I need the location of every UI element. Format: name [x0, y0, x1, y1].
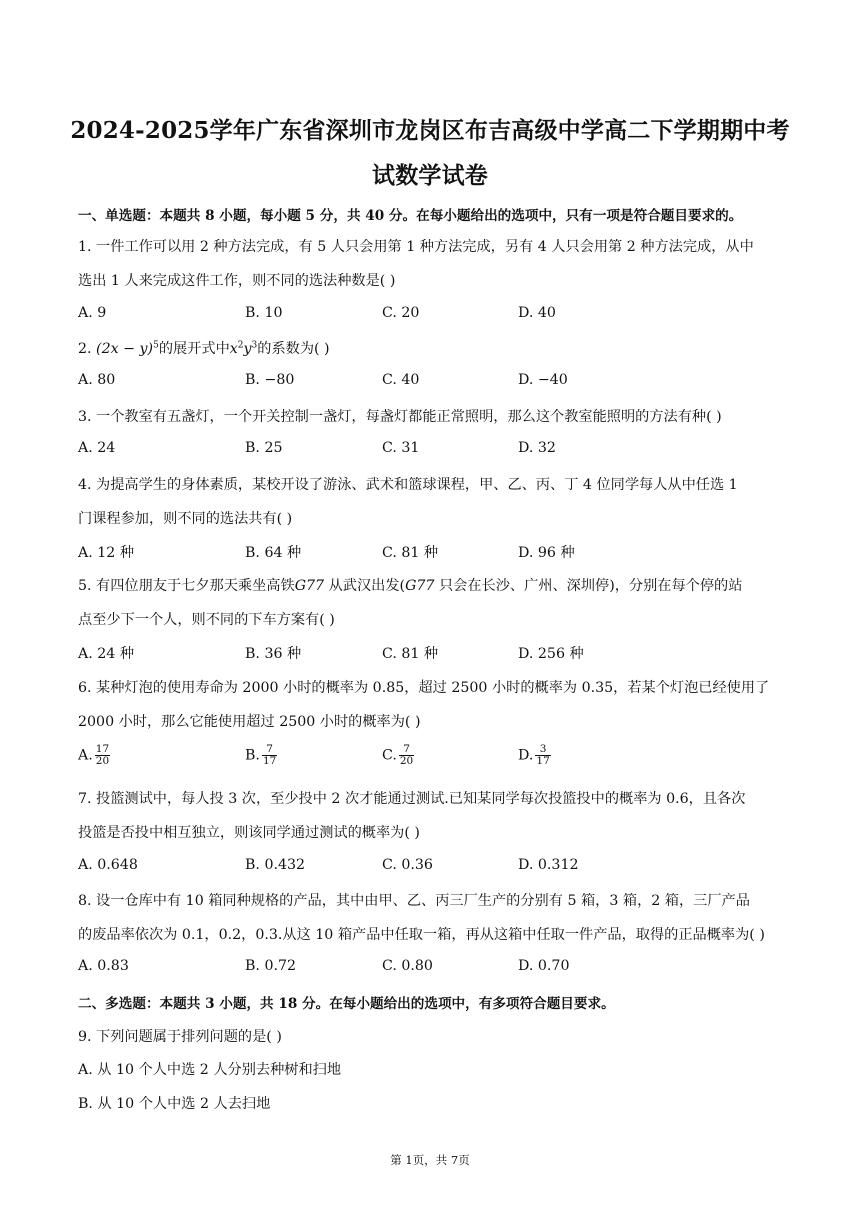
q5-text-line1 [78, 575, 742, 595]
q2-option-b: B. −80 [245, 372, 295, 388]
q3-text: 3. 一个教室有五盏灯，一个开关控制一盏灯，每盏灯都能正常照明，那么这个教室能照明的方法有种( ) [78, 409, 722, 425]
q6-option-b-label: B. [245, 747, 260, 764]
page-footer: 第 1页，共 7页 [390, 1153, 470, 1167]
section-single-choice-heading: 一、单选题：本题共 8 小题，每小题 5 分，共 40 分。在每小题给出的选项中，只有一项是符合题目要求的。 [78, 208, 743, 224]
q2-middle: 的展开式中 [158, 341, 230, 357]
q9-text: 9. 下列问题属于排列问题的是( ) [78, 1029, 282, 1045]
exam-title-line2: 试数学试卷 [372, 162, 488, 189]
q8-text-line2: 的废品率依次为 0.1，0.2，0.3.从这 10 箱产品中任取一箱，再从这箱中任取一件产品，取得的正品概率为( ) [78, 927, 765, 943]
q2-term-y: y [243, 341, 252, 357]
q4-option-a: A. 12 种 [78, 545, 135, 561]
q5-option-d: D. 256 种 [518, 646, 584, 662]
q3-option-d: D. 32 [518, 440, 556, 456]
q2-text [78, 338, 330, 358]
q6-option-b-fraction [262, 744, 277, 767]
q6-option-b [245, 744, 277, 767]
q6-option-c [382, 744, 414, 767]
q1-text-line2: 选出 1 人来完成这件工作，则不同的选法种数是( ) [78, 273, 396, 289]
q6-option-a-denominator: 20 [95, 755, 110, 767]
q2-term-y-exponent: 3 [251, 340, 258, 351]
q6-option-d-numerator: 3 [535, 744, 550, 756]
q1-option-a: A. 9 [78, 305, 107, 321]
q6-option-d [518, 744, 551, 767]
q4-option-c: C. 81 种 [382, 545, 439, 561]
q5-part1: 5. 有四位朋友于七夕那天乘坐高铁 [78, 578, 295, 594]
q1-option-d: D. 40 [518, 305, 556, 321]
q8-option-c: C. 0.80 [382, 958, 433, 974]
q7-option-b: B. 0.432 [245, 857, 306, 873]
q7-text-line2: 投篮是否投中相互独立，则该同学通过测试的概率为( ) [78, 825, 420, 841]
q6-option-c-fraction [399, 744, 414, 767]
q2-prefix: 2. [78, 341, 97, 357]
exam-title-line1: 2024-2025学年广东省深圳市龙岗区布吉高级中学高二下学期期中考 [70, 117, 790, 144]
q9-option-a: A. 从 10 个人中选 2 人分别去种树和扫地 [78, 1062, 342, 1078]
q1-option-c: C. 20 [382, 305, 420, 321]
q2-term-x-exponent: 2 [237, 340, 244, 351]
q5-part3: 只会在长沙、广州、深圳停)，分别在每个停的站 [434, 578, 743, 594]
q6-text-line2: 2000 小时，那么它能使用超过 2500 小时的概率为( ) [78, 714, 421, 730]
q6-option-c-label: C. [382, 747, 397, 764]
q5-train-code-2: G77 [405, 578, 435, 594]
q3-option-a: A. 24 [78, 440, 116, 456]
q2-option-d: D. −40 [518, 372, 568, 388]
q2-term-x: x [229, 341, 238, 357]
q6-option-a [78, 744, 110, 767]
q3-option-c: C. 31 [382, 440, 420, 456]
q7-option-d: D. 0.312 [518, 857, 579, 873]
q2-binomial: (2x − y) [96, 341, 154, 357]
q2-option-c: C. 40 [382, 372, 420, 388]
q5-train-code: G77 [294, 578, 325, 594]
q7-text-line1: 7. 投篮测试中，每人投 3 次，至少投中 2 次才能通过测试.已知某同学每次投篮投中的概率为 0.6，且各次 [78, 791, 746, 807]
q1-text-line1: 1. 一件工作可以用 2 种方法完成，有 5 人只会用第 1 种方法完成，另有 4 人只会用第 2 种方法完成，从中 [78, 239, 754, 255]
q6-option-a-label: A. [78, 747, 93, 764]
q5-part2: 从武汉出发( [324, 578, 406, 594]
q6-option-b-denominator: 17 [262, 755, 277, 767]
q6-option-c-denominator: 20 [399, 755, 414, 767]
q4-option-b: B. 64 种 [245, 545, 302, 561]
q6-option-c-numerator: 7 [399, 744, 414, 756]
q6-text-line1: 6. 某种灯泡的使用寿命为 2000 小时的概率为 0.85，超过 2500 小时的概率为 0.35，若某个灯泡已经使用了 [78, 680, 770, 696]
q2-binomial-exponent: 5 [153, 340, 159, 351]
q8-option-b: B. 0.72 [245, 958, 297, 974]
q8-option-d: D. 0.70 [518, 958, 570, 974]
q6-option-d-fraction [535, 744, 550, 767]
q5-option-b: B. 36 种 [245, 646, 302, 662]
q3-option-b: B. 25 [245, 440, 283, 456]
q5-text-line2: 点至少下一个人，则不同的下车方案有( ) [78, 612, 335, 628]
q2-option-a: A. 80 [78, 372, 116, 388]
q7-option-a: A. 0.648 [78, 857, 138, 873]
q2-suffix: 的系数为( ) [257, 341, 330, 357]
q8-option-a: A. 0.83 [78, 958, 129, 974]
q4-text-line2: 门课程参加，则不同的选法共有( ) [78, 511, 293, 527]
q5-option-a: A. 24 种 [78, 646, 135, 662]
q6-option-a-fraction [95, 744, 110, 767]
q7-option-c: C. 0.36 [382, 857, 433, 873]
q9-option-b: B. 从 10 个人中选 2 人去扫地 [78, 1096, 271, 1112]
q6-option-d-denominator: 17 [536, 755, 550, 767]
q6-option-d-label: D. [518, 747, 534, 764]
q4-option-d: D. 96 种 [518, 545, 575, 561]
q6-option-a-numerator: 17 [95, 743, 110, 755]
q6-option-b-numerator: 7 [262, 744, 277, 756]
section-multi-choice-heading: 二、多选题：本题共 3 小题，共 18 分。在每小题给出的选项中，有多项符合题目要求。 [78, 996, 615, 1012]
q4-text-line1: 4. 为提高学生的身体素质，某校开设了游泳、武术和篮球课程，甲、乙、丙、丁 4 位同学每人从中任选 1 [78, 477, 738, 493]
q5-option-c: C. 81 种 [382, 646, 439, 662]
q1-option-b: B. 10 [245, 305, 283, 321]
q8-text-line1: 8. 设一仓库中有 10 箱同种规格的产品，其中由甲、乙、丙三厂生产的分别有 5 箱，3 箱，2 箱，三厂产品 [78, 893, 750, 909]
